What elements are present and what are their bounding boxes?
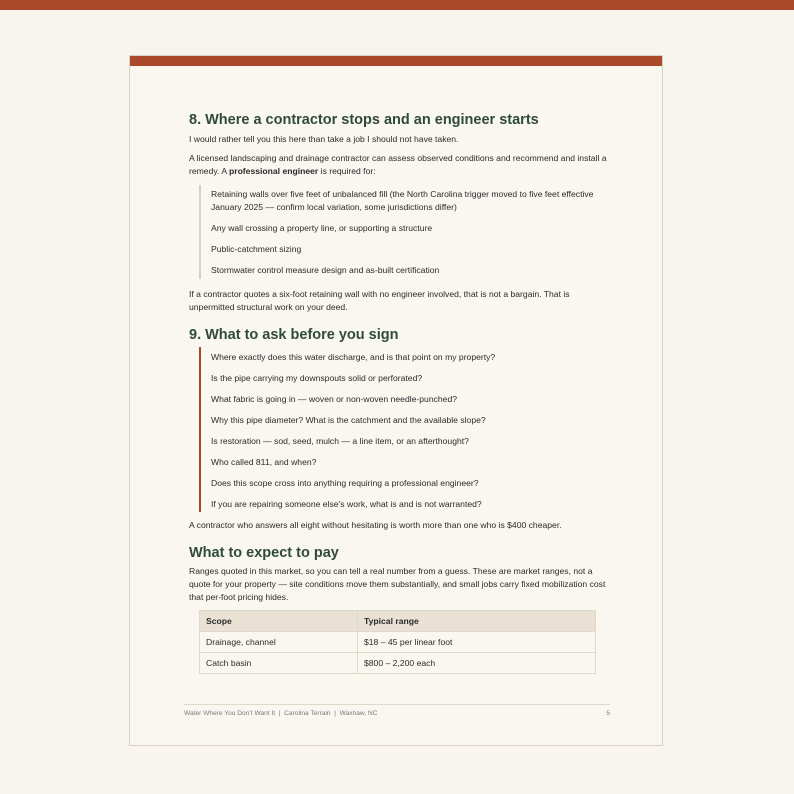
- table-header-scope: Scope: [200, 611, 358, 632]
- requirement-item: Retaining walls over five feet of unbalanced fill (the North Carolina trigger moved to five feet effective January 2025 — confirm local variation, some jurisdictions differ): [211, 189, 594, 212]
- page-header-band: [130, 56, 662, 66]
- question-item: What fabric is going in — woven or non-woven needle-punched?: [211, 394, 458, 404]
- engineer-requirements-list: [199, 185, 609, 279]
- requirement-item: Public-catchment sizing: [211, 244, 302, 254]
- page-footer: [184, 704, 610, 717]
- section-8-intro: I would rather tell you this here than take a job I should not have taken.: [189, 134, 459, 144]
- table-cell-scope: Catch basin: [200, 653, 358, 674]
- section-8-license-paragraph: [189, 152, 609, 178]
- question-item: Is the pipe carrying my downspouts solid or perforated?: [211, 373, 423, 383]
- license-text-bold: professional engineer: [228, 166, 319, 176]
- question-item: Where exactly does this water discharge, and is that point on my property?: [211, 352, 496, 362]
- requirement-item: Stormwater control measure design and as-built certification: [211, 265, 440, 275]
- document-page: [129, 55, 663, 746]
- pay-section-title: What to expect to pay: [189, 545, 339, 561]
- page-number: 5: [606, 710, 610, 717]
- question-item: Who called 811, and when?: [211, 457, 317, 467]
- license-text-after: is required for:: [318, 166, 376, 176]
- table-row: [200, 632, 596, 653]
- price-table: [199, 610, 596, 674]
- top-accent-bar: [0, 0, 794, 10]
- table-row: [200, 653, 596, 674]
- section-8-closing: If a contractor quotes a six-foot retaining wall with no engineer involved, that is not a bargain. That is unpermitted structural work on your deed.: [189, 289, 570, 312]
- question-item: Is restoration — sod, seed, mulch — a line item, or an afterthought?: [211, 436, 469, 446]
- section-9-closing: A contractor who answers all eight without hesitating is worth more than one who is $400 cheaper.: [189, 520, 562, 530]
- question-item: Why this pipe diameter? What is the catchment and the available slope?: [211, 415, 486, 425]
- table-cell-range: $18 – 45 per linear foot: [358, 632, 596, 653]
- question-item: If you are repairing someone else’s work, what is and is not warranted?: [211, 499, 482, 509]
- pay-section-intro: Ranges quoted in this market, so you can tell a real number from a guess. These are market ranges, not a quote for your property — site conditions move them substantially, and small jobs carry fixed mobilization cost that per-foot pricing hides.: [189, 566, 606, 602]
- section-8-title: 8. Where a contractor stops and an engineer starts: [189, 112, 539, 128]
- table-header-row: [200, 611, 596, 632]
- requirement-item: Any wall crossing a property line, or supporting a structure: [211, 223, 433, 233]
- page-content: [189, 109, 609, 674]
- table-cell-range: $800 – 2,200 each: [358, 653, 596, 674]
- questions-list: [199, 347, 609, 512]
- table-header-range: Typical range: [358, 611, 596, 632]
- license-text-before: A licensed landscaping and drainage contractor can assess observed conditions and recommend and install a remedy. A: [189, 153, 607, 176]
- question-item: Does this scope cross into anything requiring a professional engineer?: [211, 478, 479, 488]
- table-cell-scope: Drainage, channel: [200, 632, 358, 653]
- footer-text: Water Where You Don’t Want It | Carolina Terrain | Waxhaw, NC: [184, 710, 378, 717]
- section-9-title: 9. What to ask before you sign: [189, 327, 399, 343]
